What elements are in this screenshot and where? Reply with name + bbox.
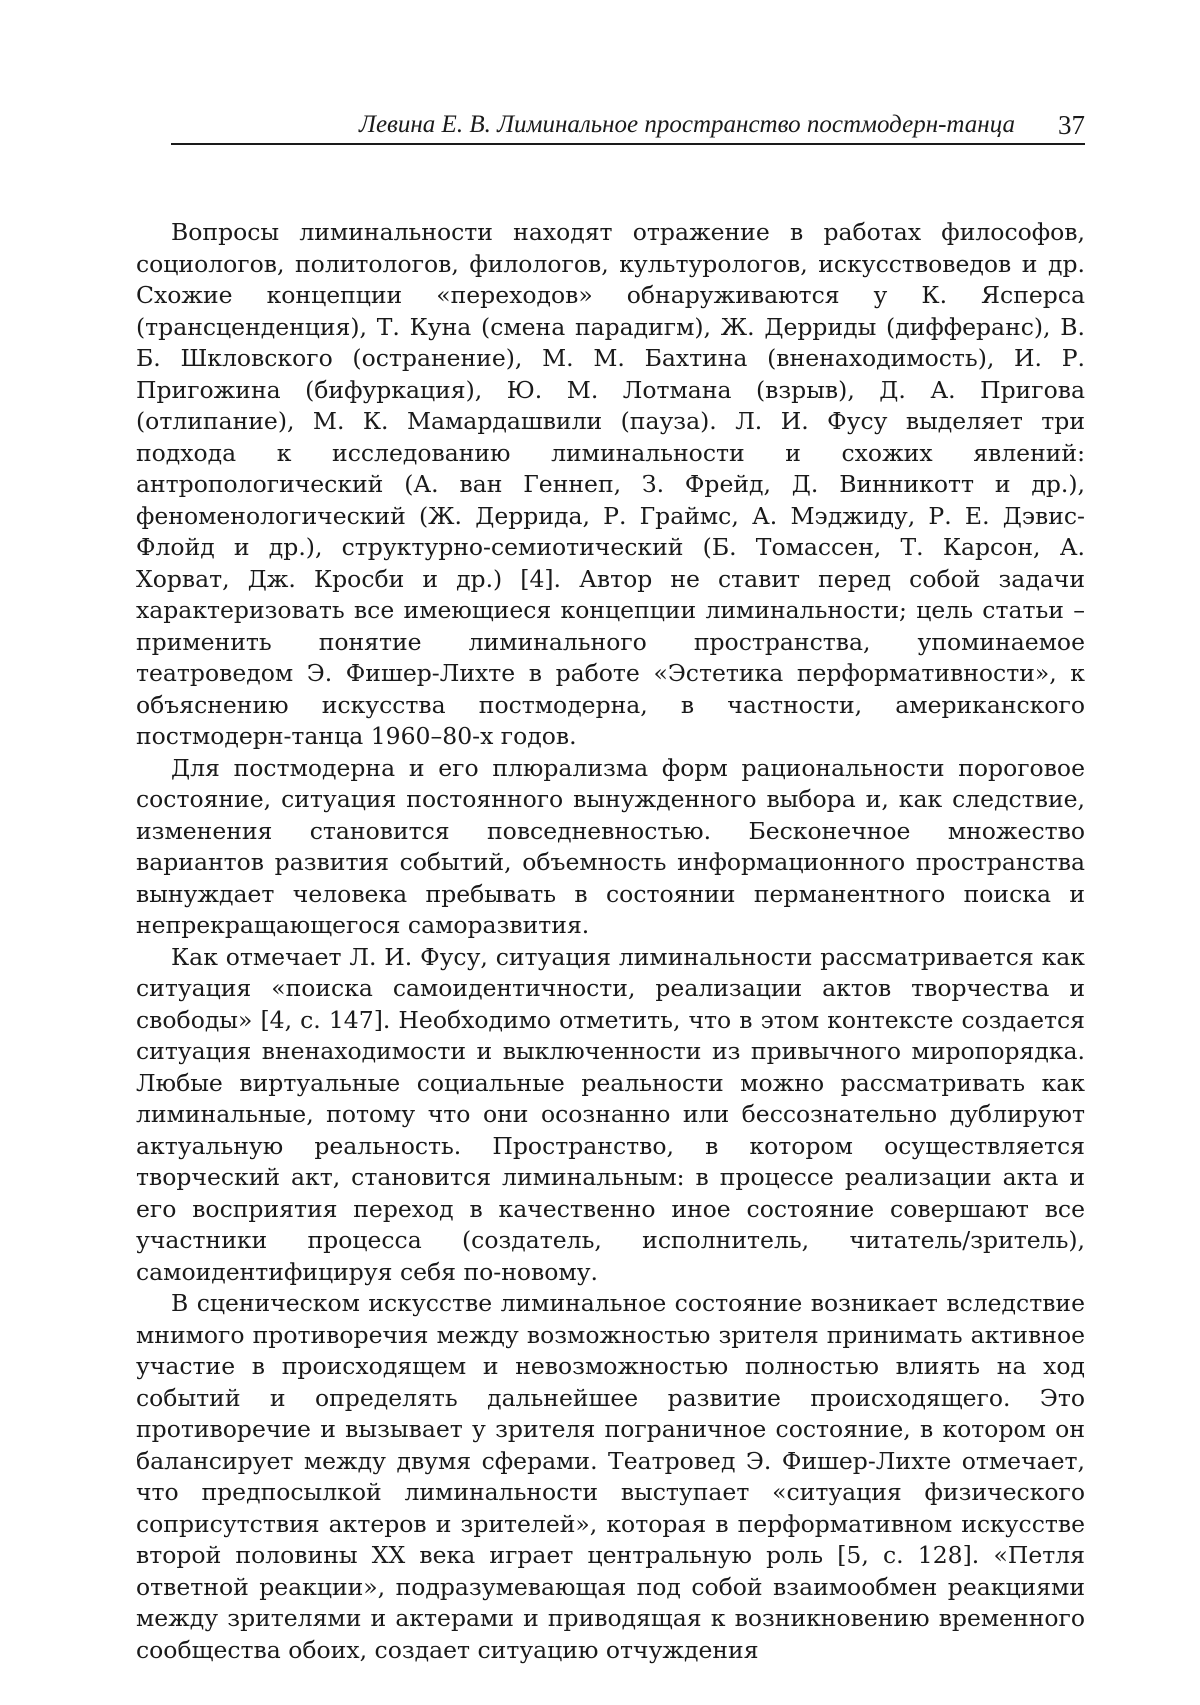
paragraph-liminality-concepts: Вопросы лиминальности находят отражение в работах философов, социологов, политологов, филологов, культурологов, искусствоведов и др. Схожие концепции «переходов» обнаруживаются у К. Ясперса (трансценденция), Т. Куна (смена парадигм), Ж. Дерриды (дифферанс), В. Б. Шкловского (остранение), М. М. Бахтина (вненаходимость), И. Р. Пригожина (бифуркация), Ю. М. Лотмана (взрыв), Д. А. Пригова (отлипание), М. К. Мамардашвили (пауза). Л. И. Фусу выделяет три подхода к исследованию лиминальности и схожих явлений: антропологический (А. ван Геннеп, З. Фрейд, Д. Винникотт и др.), феноменологический (Ж. Деррида, Р. Граймс, А. Мэджиду, Р. Е. Дэвис-Флойд и др.), структурно-семиотический (Б. Томассен, Т. Карсон, А. Хорват, Дж. Кросби и др.) [4]. Автор не ставит перед собой задачи характеризовать все имеющиеся концепции лиминальности; цель статьи – применить понятие лиминального пространства, упоминаемое театроведом Э. Фишер-Лихте в работе «Эстетика перформативности», к объяснению искусства постмодерна, в частности, американского постмодерн-танца 1960–80-х годов. bbox=[136, 218, 1085, 750]
running-title: Левина Е. В. Лиминальное пространство постмодерн-танца bbox=[359, 111, 1015, 138]
page-number: 37 bbox=[1058, 110, 1085, 140]
paragraph-postmodern-pluralism: Для постмодерна и его плюрализма форм рациональности пороговое состояние, ситуация постоянного вынужденного выбора и, как следствие, изменения становится повседневностью. Бесконечное множество вариантов развития событий, объемность информационного пространства вынуждает человека пребывать в состоянии перманентного поиска и непрекращающегося саморазвития. bbox=[136, 753, 1085, 939]
article-body bbox=[136, 217, 1085, 1666]
paragraph-fusu-liminality: Как отмечает Л. И. Фусу, ситуация лиминальности рассматривается как ситуация «поиска самоидентичности, реализации актов творчества и свободы» [4, с. 147]. Необходимо отметить, что в этом контексте создается ситуация вненаходимости и выключенности из привычного миропорядка. Любые виртуальные социальные реальности можно рассматривать как лиминальные, потому что они осознанно или бессознательно дублируют актуальную реальность. Пространство, в котором осуществляется творческий акт, становится лиминальным: в процессе реализации акта и его восприятия переход в качественно иное состояние совершают все участники процесса (создатель, исполнитель, читатель/зритель), самоидентифицируя себя по-новому. bbox=[136, 942, 1085, 1286]
running-header bbox=[171, 107, 1085, 145]
paragraph-stage-art: В сценическом искусстве лиминальное состояние возникает вследствие мнимого противоречия между возможностью зрителя принимать активное участие в происходящем и невозможностью полностью влиять на ход событий и определять дальнейшее развитие происходящего. Это противоречие и вызывает у зрителя пограничное состояние, в котором он балансирует между двумя сферами. Театровед Э. Фишер-Лихте отмечает, что предпосылкой лиминальности выступает «ситуация физического соприсутствия актеров и зрителей», которая в перформативном искусстве второй половины XX века играет центральную роль [5, с. 128]. «Петля ответной реакции», подразумевающая под собой взаимообмен реакциями между зрителями и актерами и приводящая к возникновению временного сообщества обоих, создает ситуацию отчуждения bbox=[136, 1289, 1085, 1664]
